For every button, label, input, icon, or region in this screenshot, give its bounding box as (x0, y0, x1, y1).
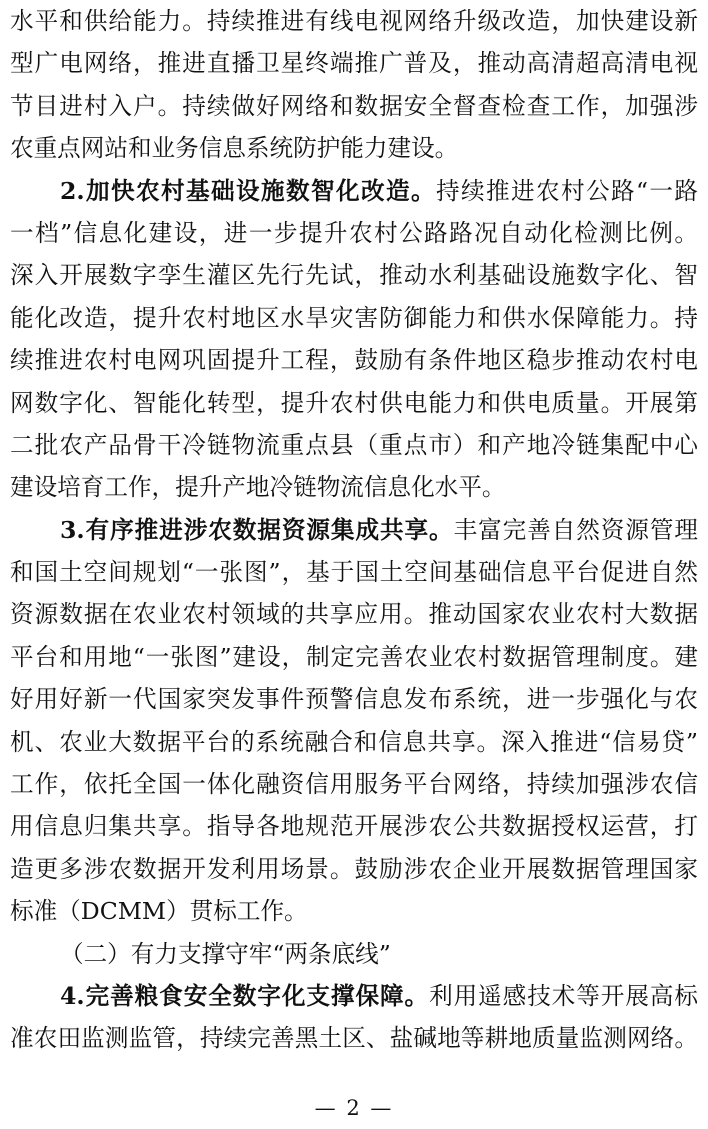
text-line (10, 975, 698, 1017)
text-line: 和国土空间规划“一张图”，基于国土空间基础信息平台促进自然 (10, 558, 698, 587)
section-heading (10, 933, 698, 975)
paragraph-continuation (10, 0, 698, 170)
text-line: 机、农业大数据平台的系统融合和信息共享。深入推进“信易贷” (10, 727, 698, 756)
item-heading: 2.加快农村基础设施数智化改造。 (60, 176, 436, 205)
text-line (10, 170, 698, 212)
text-line: 深入开展数字孪生灌区先行先试，推动水利基础设施数字化、智 (10, 261, 698, 290)
text-line: 续推进农村电网巩固提升工程，鼓励有条件地区稳步推动农村电 (10, 346, 698, 375)
text-line: 建设培育工作，提升产地冷链物流信息化水平。 (10, 473, 506, 502)
text-segment: 持续推进农村公路“一路 (435, 176, 698, 205)
text-line: 能化改造，提升农村地区水旱灾害防御能力和供水保障能力。持 (10, 303, 698, 332)
text-line: 水平和供给能力。持续推进有线电视网络升级改造，加快建设新 (10, 7, 698, 35)
text-segment: 丰富完善自然资源管理 (453, 515, 698, 544)
text-line: 平台和用地“一张图”建设，制定完善农业农村数据管理制度。建 (10, 642, 698, 671)
item-heading: 4.完善粮食安全数字化支撑保障。 (60, 981, 430, 1010)
item-2-paragraph (10, 170, 698, 509)
text-line: 标准（DCMM）贯标工作。 (10, 897, 308, 926)
text-segment: 利用遥感技术等开展高标 (429, 981, 698, 1010)
text-line: 准农田监测监管，持续完善黑土区、盐碱地等耕地质量监测网络。 (10, 1024, 698, 1053)
text-line: 好用好新一代国家突发事件预警信息发布系统，进一步强化与农 (10, 685, 698, 714)
text-line: 型广电网络，推进直播卫星终端推广普及，推动高清超高清电视 (10, 49, 698, 78)
text-line: 节目进村入户。持续做好网络和数据安全督查检查工作，加强涉 (10, 91, 698, 120)
text-line: 农重点网站和业务信息系统防护能力建设。 (10, 134, 459, 163)
text-line: 一档”信息化建设，进一步提升农村公路路况自动化检测比例。 (10, 218, 698, 247)
text-line: 工作，依托全国一体化融资信用服务平台网络，持续加强涉农信 (10, 770, 698, 799)
page-number: — 2 — (314, 1096, 394, 1120)
text-line (10, 509, 698, 551)
text-line: 资源数据在农业农村领域的共享应用。推动国家农业农村大数据 (10, 600, 698, 629)
item-3-paragraph (10, 509, 698, 933)
item-heading: 3.有序推进涉农数据资源集成共享。 (60, 515, 454, 544)
section-heading-text: （二）有力支撑守牢“两条底线” (60, 939, 391, 968)
text-line: 网数字化、智能化转型，提升农村供电能力和供电质量。开展第 (10, 388, 698, 417)
item-4-paragraph (10, 975, 698, 1060)
text-line: 造更多涉农数据开发利用场景。鼓励涉农企业开展数据管理国家 (10, 854, 698, 883)
document-page (10, 0, 698, 1060)
text-line: 二批农产品骨干冷链物流重点县（重点市）和产地冷链集配中心 (10, 430, 698, 459)
text-line: 用信息归集共享。指导各地规范开展涉农公共数据授权运营，打 (10, 812, 698, 841)
